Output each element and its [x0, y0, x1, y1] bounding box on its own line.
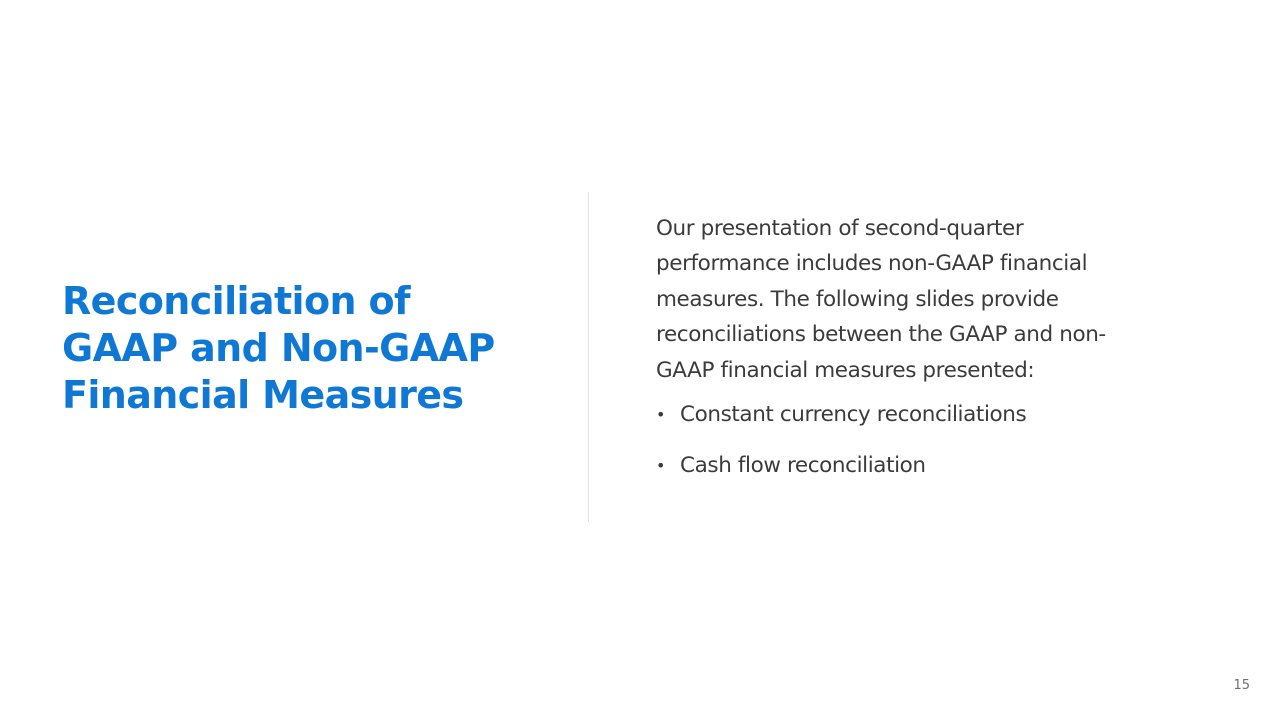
slide-body	[656, 211, 1216, 482]
intro-line: Our presentation of second-quarter	[656, 216, 1024, 241]
bullet-icon: •	[656, 405, 666, 425]
title-line-3: Financial Measures	[62, 373, 464, 417]
intro-line: GAAP financial measures presented:	[656, 357, 1035, 383]
title-line-1: Reconciliation of	[62, 279, 410, 323]
bullet-text: Cash flow reconciliation	[680, 453, 926, 479]
slide-title	[62, 278, 562, 419]
intro-line: performance includes non-GAAP financial	[656, 251, 1088, 277]
intro-paragraph	[656, 211, 1216, 388]
list-item	[656, 399, 1216, 431]
bullet-text: Constant currency reconciliations	[680, 402, 1027, 428]
intro-line: reconciliations between the GAAP and non-	[656, 322, 1106, 348]
list-item	[656, 450, 1216, 482]
bullet-list	[656, 399, 1216, 482]
title-line-2: GAAP and Non-GAAP	[62, 326, 495, 370]
bullet-icon: •	[656, 456, 666, 476]
intro-line: measures. The following slides provide	[656, 286, 1059, 312]
page-number: 15	[1233, 678, 1250, 693]
vertical-divider	[588, 192, 589, 522]
